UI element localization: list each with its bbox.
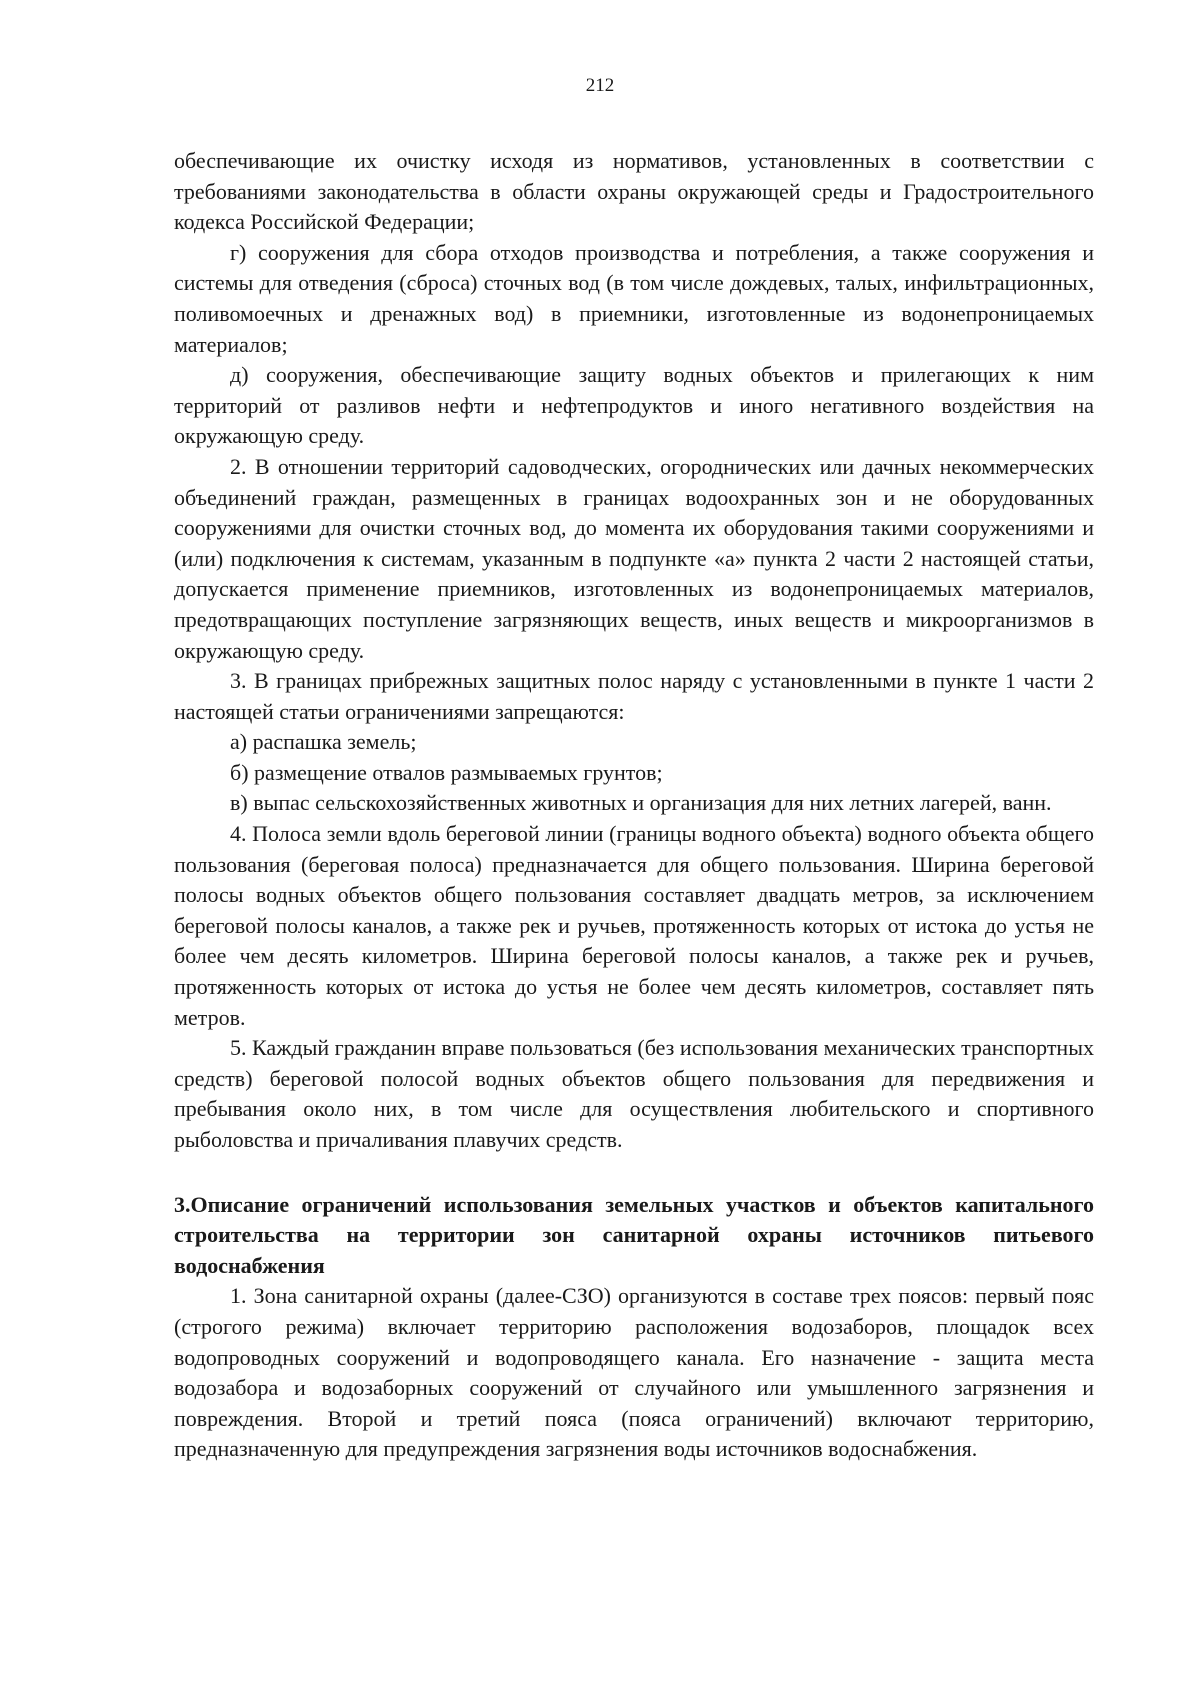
section-paragraph-1: 1. Зона санитарной охраны (далее-СЗО) организуются в составе трех поясов: первый пояс (строгого режима) включает территорию расположения водозаборов, площадок всех водопроводных сооружений и водопроводящего канала. Его назначение - защита места водозабора и водозаборных сооружений от случайного или умышленного загрязнения и повреждения. Второй и третий пояса (пояса ограничений) включают территорию, предназначенную для предупреждения загрязнения воды источников водоснабжения.	[174, 1283, 1094, 1462]
paragraph-item-b: б) размещение отвалов размываемых грунтов;	[230, 759, 663, 785]
paragraph-point-5: 5. Каждый гражданин вправе пользоваться (без использования механических транспортных средств) береговой полосой водных объектов общего пользования для передвижения и пребывания около них, в том числе для осуществления любительского и спортивного рыболовства и причаливания плавучих средств.	[174, 1035, 1094, 1152]
paragraph-point-3: 3. В границах прибрежных защитных полос наряду с установленными в пункте 1 части 2 настоящей статьи ограничениями запрещаются:	[174, 668, 1094, 724]
paragraph-point-4: 4. Полоса земли вдоль береговой линии (границы водного объекта) водного объекта общего пользования (береговая полоса) предназначается для общего пользования. Ширина береговой полосы водных объектов общего пользования составляет двадцать метров, за исключением береговой полосы каналов, а также рек и ручьев, протяженность которых от истока до устья не более чем десять километров. Ширина береговой полосы каналов, а также рек и ручьев, протяженность которых от истока до устья не более чем десять километров, составляет пять метров.	[174, 821, 1094, 1030]
page-number: 212	[585, 75, 615, 96]
section-heading: 3.Описание ограничений использования земельных участков и объектов капитального строительства на территории зон санитарной охраны источников питьевого водоснабжения	[174, 1191, 1094, 1278]
paragraph-continuation: обеспечивающие их очистку исходя из нормативов, установленных в соответствии с требованиями законодательства в области охраны окружающей среды и Градостроительного кодекса Российской Федерации;	[174, 148, 1094, 235]
paragraph-item-v: в) выпас сельскохозяйственных животных и организация для них летних лагерей, ванн.	[230, 790, 1052, 816]
paragraph-point-2: 2. В отношении территорий садоводческих, огороднических или дачных некоммерческих объединений граждан, размещенных в границах водоохранных зон и не оборудованных сооружениями для очистки сточных вод, до момента их оборудования такими сооружениями и (или) подключения к системам, указанным в подпункте «а» пункта 2 части 2 настоящей статьи, допускается применение приемников, изготовленных из водонепроницаемых материалов, предотвращающих поступление загрязняющих веществ, иных веществ и микроорганизмов в окружающую среду.	[174, 453, 1094, 663]
paragraph-item-a: а) распашка земель;	[230, 729, 417, 755]
paragraph-item-d: д) сооружения, обеспечивающие защиту водных объектов и прилегающих к ним территорий от разливов нефти и нефтепродуктов и иного негативного воздействия на окружающую среду.	[174, 362, 1094, 449]
paragraph-item-g: г) сооружения для сбора отходов производства и потребления, а также сооружения и системы для отведения (сброса) сточных вод (в том числе дождевых, талых, инфильтрационных, поливомоечных и дренажных вод) в приемники, изготовленные из водонепроницаемых материалов;	[174, 239, 1094, 357]
page-body	[174, 146, 1094, 1465]
